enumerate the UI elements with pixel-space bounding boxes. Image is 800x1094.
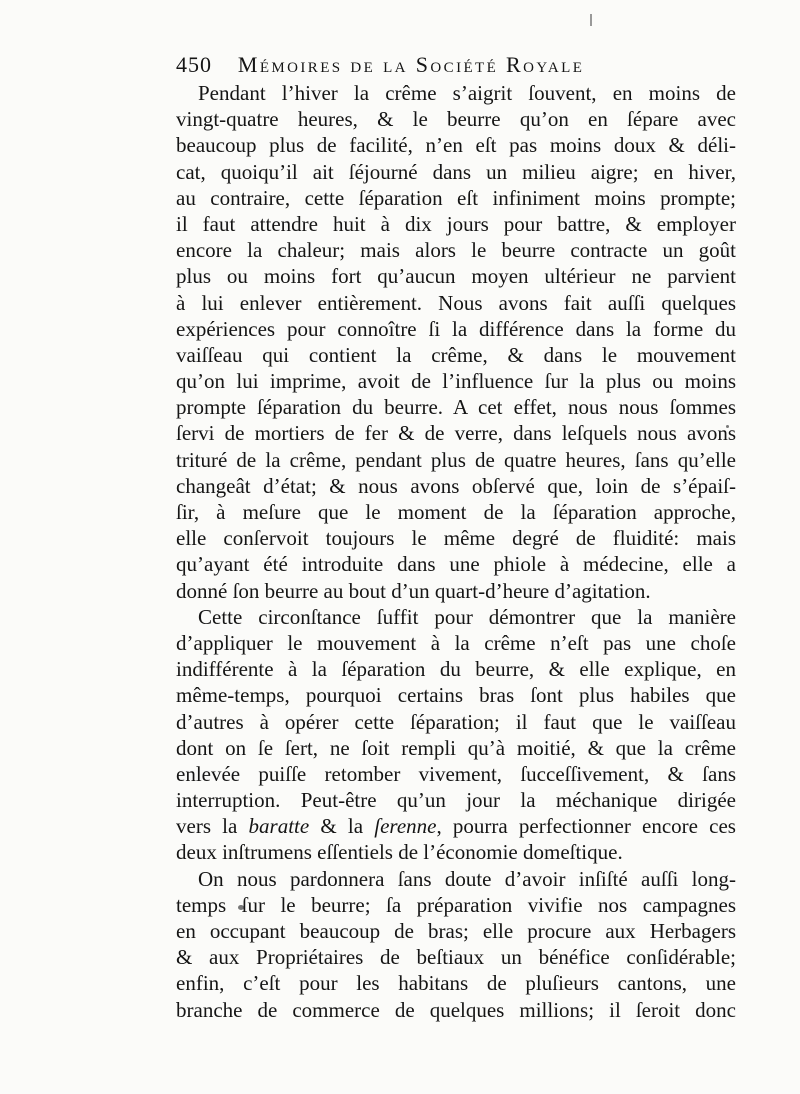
text-line: encore la chaleur; mais alors le beurre contracte un goût [176, 238, 736, 263]
text-line: il faut attendre huit à dix jours pour battre, & employer [176, 211, 736, 236]
text-line: beaucoup plus de facilité, n’en eſt pas moins doux & déli- [176, 133, 736, 158]
text-line: plus ou moins fort qu’aucun moyen ultérieur ne parvient [176, 264, 736, 289]
text-line: enfin, c’eſt pour les habitans de pluſieurs cantons, une [176, 971, 736, 996]
text-line: vaiſſeau qui contient la crême, & dans le mouvement [176, 342, 736, 367]
text-line: Cette circonſtance ſuffit pour démontrer que la manière [198, 604, 736, 629]
paragraph [176, 80, 736, 604]
running-title: Mémoires de la Société Royale [237, 52, 585, 77]
text-line: elle conſervoit toujours le même degré de fluidité: mais [176, 526, 736, 551]
text-run: , pourra perfectionner encore ces [436, 814, 736, 839]
text-line: vingt-quatre heures, & le beurre qu’on en ſépare avec [176, 107, 736, 132]
text-line [176, 813, 736, 839]
text-line: qu’ayant été introduite dans une phiole à médecine, elle a [176, 552, 736, 577]
text-line: & aux Propriétaires de beſtiaux un bénéfice conſidérable; [176, 945, 736, 970]
text-line: trituré de la crême, pendant plus de quatre heures, ſans qu’elle [176, 447, 736, 472]
text-line: même-temps, pourquoi certains bras ſont plus habiles que [176, 683, 736, 708]
text-line: Pendant l’hiver la crême s’aigrit ſouvent, en moins de [198, 81, 736, 105]
text-line: à lui enlever entièrement. Nous avons fait auſſi quelques [176, 290, 736, 315]
paragraph [176, 866, 736, 1023]
text-line: deux inſtrumens eſſentiels de l’économie domeſtique. [176, 840, 623, 865]
text-line: d’autres à opérer cette ſéparation; il faut que le vaiſſeau [176, 709, 736, 734]
text-line: ſir, à meſure que le moment de la ſéparation approche, [176, 500, 736, 524]
text-line: prompte ſéparation du beurre. A cet effet, nous nous ſommes [176, 395, 736, 420]
italic-term-serenne: ſerenne [374, 814, 437, 839]
text-line: en occupant beaucoup de bras; elle procure aux Herbagers [176, 919, 736, 943]
text-line: indifférente à la ſéparation du beurre, & elle explique, en [176, 657, 736, 682]
text-line: d’appliquer le mouvement à la crême n’eſt pas une choſe [176, 630, 736, 655]
text-line: enlevée puiſſe retomber vivement, ſucceſſivement, & ſans [176, 761, 736, 786]
paragraph [176, 604, 736, 866]
text-line: dont on ſe ſert, ne ſoit rempli qu’à moitié, & que la crême [176, 735, 736, 760]
text-run: & la [309, 814, 375, 839]
text-line: ſervi de mortiers de fer & de verre, dans leſquels nous avons [176, 421, 736, 446]
running-header [176, 52, 736, 78]
text-run: vers la [176, 814, 249, 839]
text-line: On nous pardonnera ſans doute d’avoir inſiſté auſſi long- [198, 866, 736, 891]
margin-mark [590, 14, 592, 26]
text-line: qu’on lui imprime, avoit de l’influence ſur la plus ou moins [176, 369, 736, 394]
text-line: changeât d’état; & nous avons obſervé que, loin de s’épaiſ- [176, 473, 736, 498]
text-body [176, 80, 736, 1023]
text-line: expériences pour connoître ſi la différence dans la forme du [176, 316, 736, 341]
text-line: cat, quoiqu’il ait ſéjourné dans un milieu aigre; en hiver, [176, 159, 736, 184]
page-number: 450 [176, 52, 212, 77]
text-line: donné ſon beurre au bout d’un quart-d’heure d’agitation. [176, 578, 651, 603]
text-line: temps ſur le beurre; ſa préparation vivifie nos campagnes [176, 892, 736, 917]
text-line: interruption. Peut-être qu’un jour la méchanique dirigée [176, 788, 736, 813]
text-line: au contraire, cette ſéparation eſt infiniment moins prompte; [176, 185, 736, 210]
italic-term-baratte: baratte [248, 814, 310, 839]
text-line: branche de commerce de quelques millions; il ſeroit donc [176, 997, 736, 1022]
